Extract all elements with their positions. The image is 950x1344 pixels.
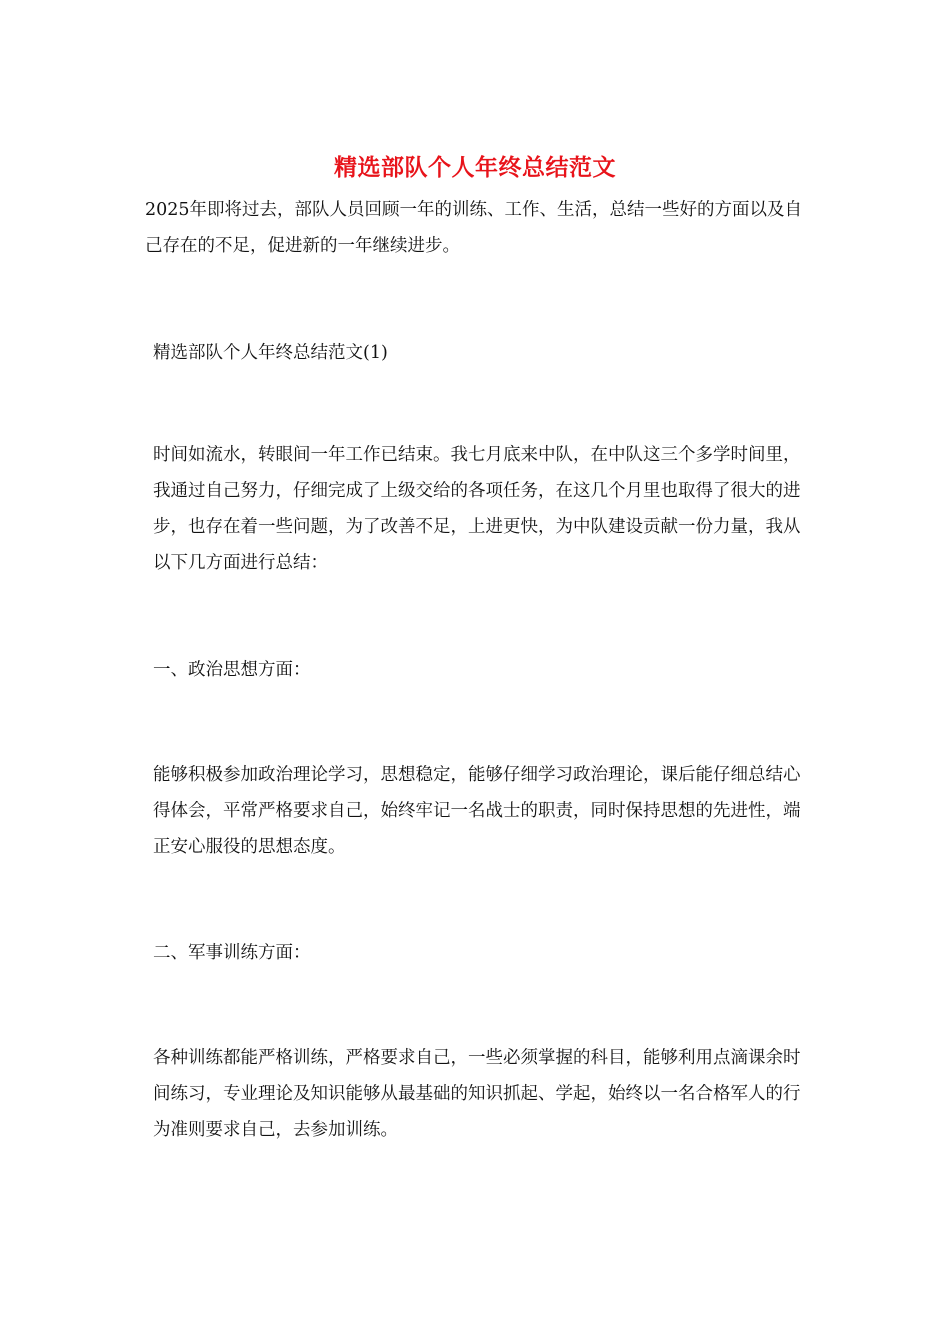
body-paragraph-3: 各种训练都能严格训练，严格要求自己，一些必须掌握的科目，能够利用点滴课余时间练习，专业理论及知识能够从最基础的知识抓起、学起，始终以一名合格军人的行为准则要求自己，去参加训练。: [153, 1048, 801, 1140]
section-heading-military: 二、军事训练方面：: [153, 943, 311, 963]
body-paragraph-1: 时间如流水，转眼间一年工作已结束。我七月底来中队，在中队这三个多学时间里，我通过自己努力，仔细完成了上级交给的各项任务，在这几个月里也取得了很大的进步，也存在着一些问题，为了改善不足，上进更快，为中队建设贡献一份力量，我从以下几方面进行总结：: [153, 445, 801, 573]
body-paragraph-2: 能够积极参加政治理论学习，思想稳定，能够仔细学习政治理论，课后能仔细总结心得体会，平常严格要求自己，始终牢记一名战士的职责，同时保持思想的先进性，端正安心服役的思想态度。: [153, 765, 801, 857]
section-heading-political: 一、政治思想方面：: [153, 660, 311, 680]
document-title: 精选部队个人年终总结范文: [334, 154, 616, 181]
section-subtitle: 精选部队个人年终总结范文(1): [153, 343, 388, 363]
intro-paragraph: 2025年即将过去，部队人员回顾一年的训练、工作、生活，总结一些好的方面以及自己存在的不足，促进新的一年继续进步。: [145, 200, 803, 256]
